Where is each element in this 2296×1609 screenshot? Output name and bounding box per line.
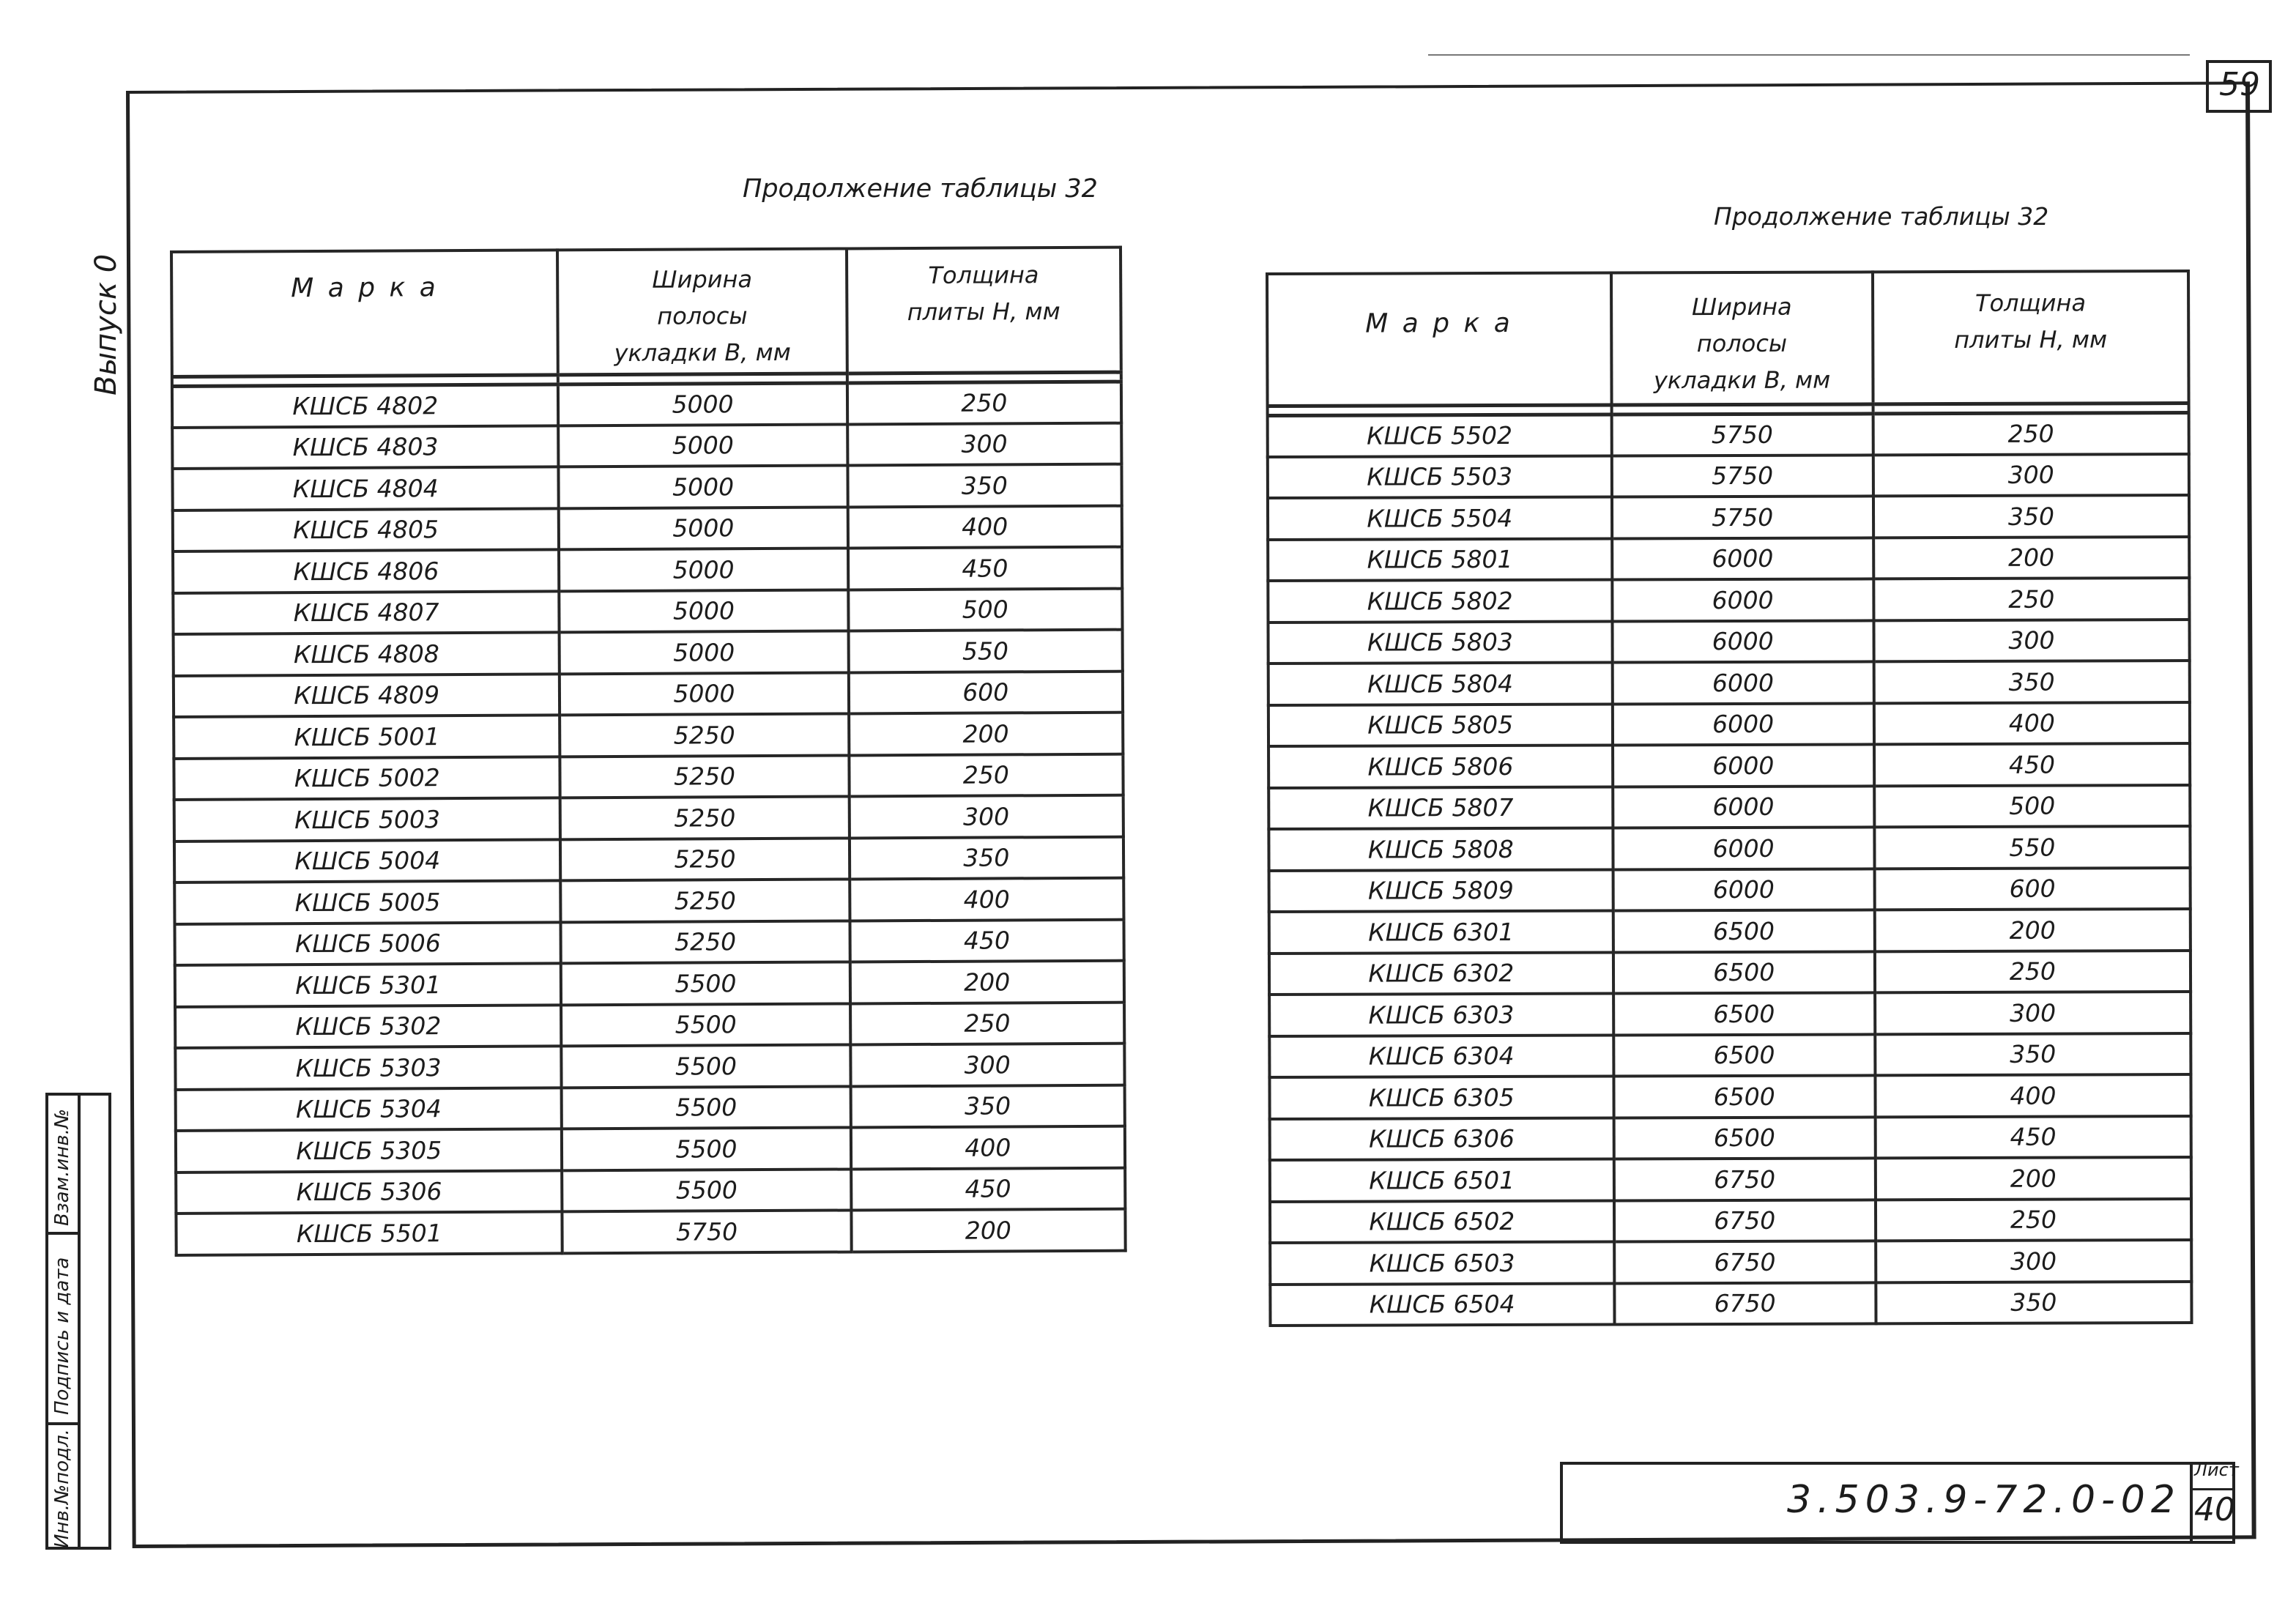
width-cell: 6000 <box>1612 703 1873 746</box>
thickness-cell: 350 <box>1873 495 2189 538</box>
mark-cell: КШСБ 6306 <box>1270 1118 1614 1160</box>
mark-cell: КШСБ 5305 <box>176 1129 562 1172</box>
stamp-signature-date: Подпись и дата <box>51 1257 73 1415</box>
thickness-cell: 250 <box>1873 578 2189 620</box>
table-row <box>1268 412 2189 456</box>
thickness-cell: 450 <box>850 919 1124 962</box>
mark-cell: КШСБ 5804 <box>1268 663 1613 705</box>
thickness-cell: 400 <box>1875 1074 2191 1117</box>
width-cell: 5000 <box>560 631 848 673</box>
right-table-caption: Продолжение таблицы 32 <box>1714 202 2049 231</box>
header-width: Ширина полосы укладки В, мм <box>1611 272 1873 404</box>
mark-cell: КШСБ 6301 <box>1269 911 1613 954</box>
mark-cell: КШСБ 5503 <box>1268 456 1612 498</box>
width-cell: 5500 <box>562 1169 851 1211</box>
width-cell: 5000 <box>559 465 847 508</box>
width-cell: 6500 <box>1613 992 1875 1035</box>
sheet-label: Лист <box>2194 1460 2239 1480</box>
width-cell: 6750 <box>1613 1158 1875 1200</box>
table-row <box>176 1126 1125 1173</box>
thickness-cell: 250 <box>850 1002 1125 1044</box>
width-cell: 6000 <box>1613 869 1874 911</box>
left-table-caption: Продолжение таблицы 32 <box>743 174 1098 204</box>
table-row <box>174 836 1123 882</box>
width-cell: 5250 <box>560 838 849 880</box>
table-row <box>1269 1033 2191 1077</box>
mark-cell: КШСБ 6502 <box>1270 1200 1614 1243</box>
table-row <box>1270 1240 2191 1284</box>
thickness-cell: 300 <box>1875 992 2191 1034</box>
mark-cell: КШСБ 6501 <box>1270 1159 1614 1202</box>
mark-cell: КШСБ 6302 <box>1269 952 1613 995</box>
table-row <box>1269 868 2191 912</box>
right-spec-table <box>1266 270 2193 1327</box>
table-row <box>1268 578 2189 622</box>
table-row <box>1270 1199 2191 1243</box>
table-row <box>1268 743 2190 787</box>
width-cell: 6000 <box>1613 744 1874 787</box>
width-cell: 5000 <box>560 590 848 632</box>
mark-cell: КШСБ 4806 <box>173 549 560 592</box>
width-cell: 5250 <box>560 713 849 756</box>
width-cell: 5250 <box>561 921 850 963</box>
thickness-cell: 250 <box>1875 951 2191 993</box>
table-row <box>1269 951 2191 995</box>
width-cell: 5750 <box>1612 496 1873 538</box>
thickness-cell: 200 <box>1873 537 2189 579</box>
header-thickness: Толщина плиты Н, мм <box>847 248 1121 374</box>
width-cell: 6750 <box>1614 1200 1876 1242</box>
width-cell: 5750 <box>562 1210 851 1252</box>
margin-stamp <box>45 1093 111 1550</box>
thickness-cell: 200 <box>851 1209 1126 1252</box>
mark-cell: КШСБ 6503 <box>1270 1242 1614 1285</box>
header-thickness: Толщина плиты Н, мм <box>1873 271 2189 404</box>
width-cell: 6500 <box>1613 951 1874 994</box>
width-cell: 6000 <box>1612 620 1873 663</box>
width-cell: 5750 <box>1611 413 1873 456</box>
table-row <box>176 1167 1125 1214</box>
table-row <box>1270 1282 2191 1326</box>
page-number: 59 <box>2219 66 2260 103</box>
width-cell: 6000 <box>1613 827 1874 869</box>
table-row <box>1269 909 2191 953</box>
table-row <box>173 505 1122 551</box>
thickness-cell: 400 <box>847 505 1122 548</box>
table-row <box>174 795 1123 841</box>
width-cell: 6500 <box>1613 910 1874 952</box>
mark-cell: КШСБ 5504 <box>1268 497 1612 540</box>
thickness-cell: 400 <box>1874 702 2190 745</box>
thickness-cell: 350 <box>1873 661 2189 703</box>
table-row <box>176 1085 1125 1131</box>
mark-cell: КШСБ 4805 <box>173 508 560 551</box>
stamp-replace-inv: Взам.инв.№ <box>51 1109 73 1226</box>
stamp-inv-no: Инв.№подл. <box>51 1429 73 1548</box>
mark-cell: КШСБ 6305 <box>1269 1077 1613 1119</box>
width-cell: 6000 <box>1613 786 1874 828</box>
table-row <box>175 961 1124 1007</box>
table-row <box>174 754 1123 800</box>
mark-cell: КШСБ 5306 <box>176 1170 562 1214</box>
width-cell: 5500 <box>561 962 850 1004</box>
width-cell: 6500 <box>1613 1034 1875 1077</box>
header-mark: М а р к а <box>171 250 558 376</box>
table-row <box>1269 1074 2191 1118</box>
top-edge-line <box>1428 54 2190 56</box>
table-row <box>174 713 1123 759</box>
header-width: Ширина полосы укладки В, мм <box>557 248 847 374</box>
mark-cell: КШСБ 5801 <box>1268 538 1612 581</box>
sheet-number: 40 <box>2194 1491 2235 1528</box>
thickness-cell: 200 <box>850 961 1124 1003</box>
left-table-body <box>172 382 1126 1255</box>
thickness-cell: 500 <box>1874 785 2190 828</box>
table-row <box>174 878 1123 924</box>
width-cell: 6000 <box>1612 661 1873 704</box>
thickness-cell: 350 <box>850 836 1124 879</box>
mark-cell: КШСБ 5803 <box>1268 621 1613 664</box>
table-row <box>1268 454 2189 498</box>
table-row <box>174 919 1123 965</box>
mark-cell: КШСБ 4809 <box>174 674 560 717</box>
mark-cell: КШСБ 4807 <box>173 591 560 634</box>
width-cell: 5250 <box>561 879 850 921</box>
thickness-cell: 250 <box>849 754 1123 796</box>
table-row <box>173 547 1122 593</box>
table-row <box>175 1002 1124 1048</box>
width-cell: 6000 <box>1612 579 1873 621</box>
mark-cell: КШСБ 5807 <box>1268 787 1613 829</box>
mark-cell: КШСБ 4808 <box>174 632 560 675</box>
mark-cell: КШСБ 5003 <box>174 798 561 841</box>
table-row <box>175 1044 1124 1090</box>
mark-cell: КШСБ 5005 <box>174 880 561 924</box>
mark-cell: КШСБ 5001 <box>174 715 560 758</box>
thickness-cell: 550 <box>1874 826 2190 869</box>
table-row <box>172 382 1121 428</box>
mark-cell: КШСБ 5808 <box>1268 828 1613 871</box>
table-row <box>1268 495 2189 539</box>
thickness-cell: 250 <box>847 382 1121 424</box>
table-row <box>172 423 1121 469</box>
width-cell: 5000 <box>560 672 848 715</box>
width-cell: 5000 <box>558 382 847 425</box>
mark-cell: КШСБ 5006 <box>174 922 561 965</box>
sheet-divider <box>2190 1488 2235 1490</box>
thickness-cell: 300 <box>847 423 1122 465</box>
mark-cell: КШСБ 5802 <box>1268 580 1612 623</box>
width-cell: 6500 <box>1613 1117 1875 1159</box>
drawing-code: 3.503.9-72.0-02 <box>1787 1478 2181 1522</box>
width-cell: 5000 <box>559 548 847 590</box>
thickness-cell: 600 <box>1874 868 2190 910</box>
thickness-cell: 400 <box>850 878 1124 921</box>
mark-cell: КШСБ 4802 <box>172 384 559 427</box>
mark-cell: КШСБ 5004 <box>174 839 561 882</box>
mark-cell: КШСБ 5301 <box>175 963 562 1006</box>
thickness-cell: 450 <box>848 547 1123 590</box>
table-row <box>1268 661 2190 705</box>
thickness-cell: 350 <box>850 1085 1125 1127</box>
thickness-cell: 200 <box>849 713 1123 755</box>
thickness-cell: 350 <box>1876 1282 2191 1324</box>
table-row <box>1268 785 2190 829</box>
thickness-cell: 300 <box>1876 1240 2191 1282</box>
thickness-cell: 300 <box>1873 454 2189 497</box>
table-row <box>172 464 1121 510</box>
table-row <box>1268 537 2189 581</box>
table-row <box>176 1209 1125 1255</box>
thickness-cell: 350 <box>1875 1033 2191 1076</box>
table-row <box>174 630 1123 676</box>
mark-cell: КШСБ 6504 <box>1270 1283 1614 1326</box>
mark-cell: КШСБ 5303 <box>175 1046 562 1089</box>
mark-cell: КШСБ 5501 <box>176 1211 562 1255</box>
header-mark: М а р к а <box>1267 273 1611 406</box>
table-row <box>1268 826 2190 870</box>
thickness-cell: 400 <box>850 1126 1125 1169</box>
right-table-body <box>1268 412 2192 1326</box>
width-cell: 5750 <box>1611 455 1873 497</box>
thickness-cell: 550 <box>848 630 1123 672</box>
mark-cell: КШСБ 4804 <box>172 467 559 510</box>
mark-cell: КШСБ 5002 <box>174 757 560 800</box>
table-row <box>1270 1157 2191 1201</box>
thickness-cell: 250 <box>1876 1199 2191 1241</box>
mark-cell: КШСБ 4803 <box>172 426 559 469</box>
table-row <box>173 588 1122 634</box>
mark-cell: КШСБ 5805 <box>1268 704 1613 746</box>
thickness-cell: 200 <box>1876 1157 2191 1200</box>
width-cell: 5500 <box>562 1127 850 1170</box>
mark-cell: КШСБ 6304 <box>1269 1035 1613 1077</box>
mark-cell: КШСБ 5502 <box>1268 415 1612 457</box>
thickness-cell: 450 <box>851 1167 1126 1210</box>
thickness-cell: 350 <box>847 464 1122 507</box>
table-row <box>1270 1116 2191 1160</box>
thickness-cell: 600 <box>848 671 1123 713</box>
mark-cell: КШСБ 5304 <box>176 1088 562 1131</box>
thickness-cell: 300 <box>1873 620 2189 662</box>
thickness-cell: 200 <box>1875 909 2191 951</box>
thickness-cell: 300 <box>850 1044 1125 1086</box>
left-spec-table <box>170 246 1127 1257</box>
width-cell: 5500 <box>562 1086 850 1129</box>
thickness-cell: 300 <box>849 795 1123 838</box>
side-label: Выпуск 0 <box>89 253 123 395</box>
thickness-cell: 250 <box>1873 412 2188 455</box>
width-cell: 6000 <box>1612 538 1873 580</box>
thickness-cell: 450 <box>1875 1116 2191 1159</box>
table-row <box>1268 620 2190 664</box>
table-row <box>1268 702 2190 746</box>
thickness-cell: 500 <box>848 588 1123 631</box>
mark-cell: КШСБ 5809 <box>1269 869 1613 912</box>
width-cell: 6500 <box>1613 1075 1875 1118</box>
thickness-cell: 450 <box>1874 743 2190 786</box>
width-cell: 6750 <box>1614 1282 1876 1325</box>
mark-cell: КШСБ 6303 <box>1269 994 1613 1036</box>
mark-cell: КШСБ 5302 <box>175 1005 562 1048</box>
width-cell: 5250 <box>560 796 849 839</box>
table-row <box>174 671 1123 717</box>
width-cell: 5250 <box>560 755 849 798</box>
width-cell: 5000 <box>559 507 847 549</box>
table-row <box>1269 992 2191 1036</box>
width-cell: 5500 <box>562 1044 850 1087</box>
width-cell: 5000 <box>559 424 847 467</box>
mark-cell: КШСБ 5806 <box>1268 746 1613 788</box>
width-cell: 5500 <box>561 1003 850 1046</box>
width-cell: 6750 <box>1614 1241 1876 1283</box>
